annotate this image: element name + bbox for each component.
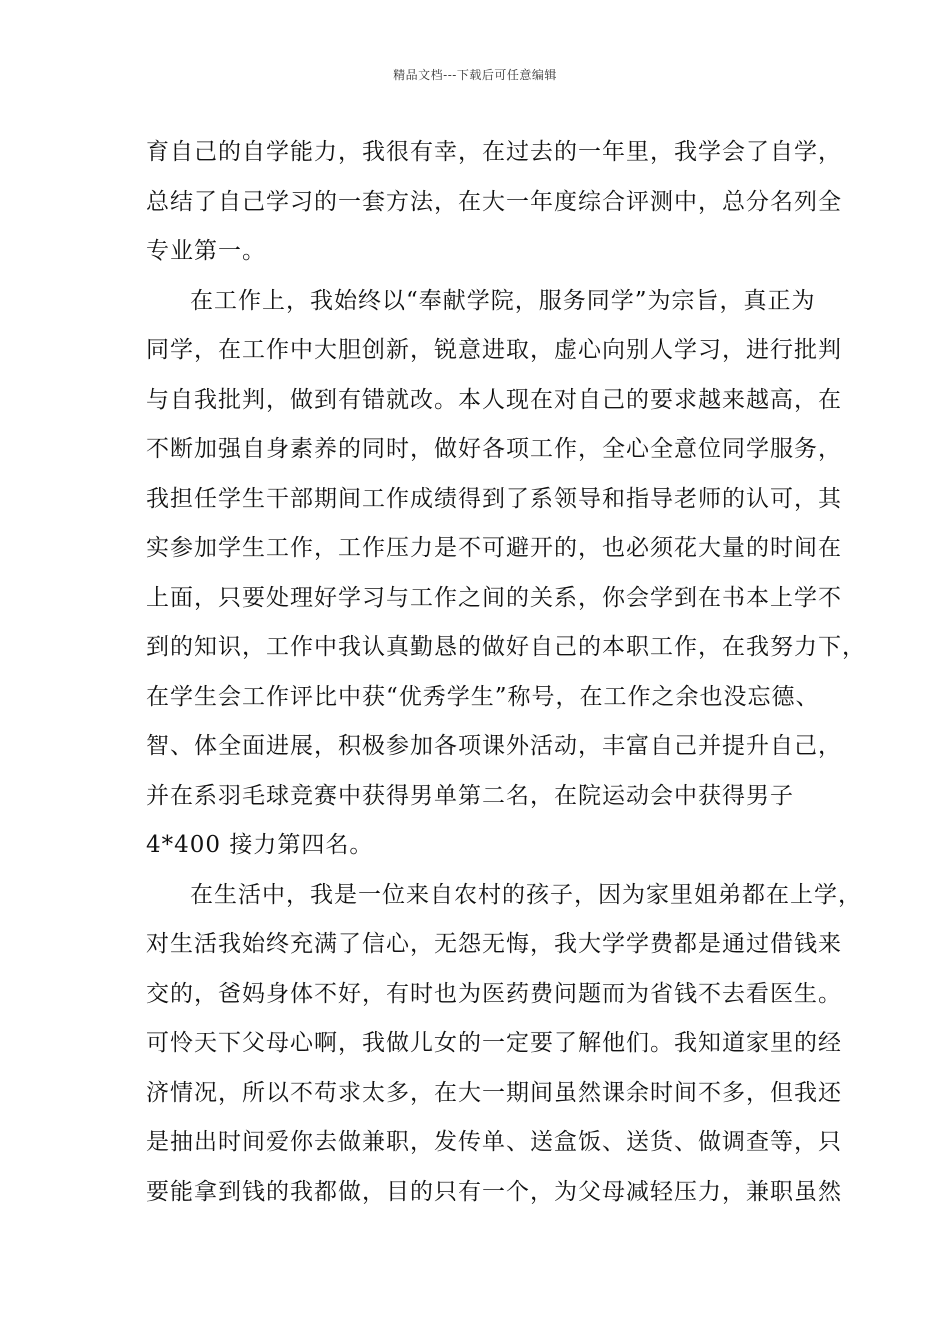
text-line: 专业第一。 [146, 238, 266, 264]
text-line: 济情况，所以不苟求太多，在大一期间虽然课余时间不多，但我还 [146, 1079, 842, 1106]
text-line: 不断加强自身素养的同时，做好各项工作，全心全意位同学服务， [146, 436, 842, 462]
text-line: 到的知识，工作中我认真勤恳的做好自己的本职工作，在我努力下， [146, 634, 866, 660]
text-line: 要能拿到钱的我都做，目的只有一个，为父母减轻压力，兼职虽然 [146, 1178, 842, 1205]
text-line: 我担任学生干部期间工作成绩得到了系领导和指导老师的认可，其 [146, 485, 842, 512]
text-line: 育自己的自学能力，我很有幸，在过去的一年里，我学会了自学， [146, 139, 842, 165]
text-line: 对生活我始终充满了信心，无怨无悔，我大学学费都是通过借钱来 [146, 931, 842, 957]
text-line: 总结了自己学习的一套方法，在大一年度综合评测中，总分名列全 [146, 188, 842, 215]
text-line: 交的，爸妈身体不好，有时也为医药费问题而为省钱不去看医生。 [146, 980, 842, 1007]
paragraph-first-line: 在工作上，我始终以“奉献学院，服务同学”为宗旨，真正为 [190, 287, 816, 314]
text-line: 在学生会工作评比中获“优秀学生”称号，在工作之余也没忘德、 [146, 683, 820, 710]
text-line: 并在系羽毛球竞赛中获得男单第二名，在院运动会中获得男子 [146, 782, 794, 809]
body-text [146, 128, 866, 1217]
text-line: 实参加学生工作，工作压力是不可避开的，也必须花大量的时间在 [146, 535, 842, 561]
text-line: 4*400 接力第四名。 [146, 832, 374, 858]
text-line: 上面，只要处理好学习与工作之间的关系，你会学到在书本上学不 [146, 584, 842, 611]
text-line: 同学，在工作中大胆创新，锐意进取，虚心向别人学习，进行批判 [146, 337, 842, 363]
page-header: 精品文档---下载后可任意编辑 [393, 68, 557, 82]
paragraph-first-line: 在生活中，我是一位来自农村的孩子，因为家里姐弟都在上学， [190, 881, 862, 908]
text-line: 智、体全面进展，积极参加各项课外活动，丰富自己并提升自己， [146, 733, 842, 759]
text-line: 与自我批判，做到有错就改。本人现在对自己的要求越来越高，在 [146, 386, 842, 413]
text-line: 是抽出时间爱你去做兼职，发传单、送盒饭、送货、做调查等，只 [146, 1129, 842, 1155]
text-line: 可怜天下父母心啊，我做儿女的一定要了解他们。我知道家里的经 [146, 1030, 842, 1056]
